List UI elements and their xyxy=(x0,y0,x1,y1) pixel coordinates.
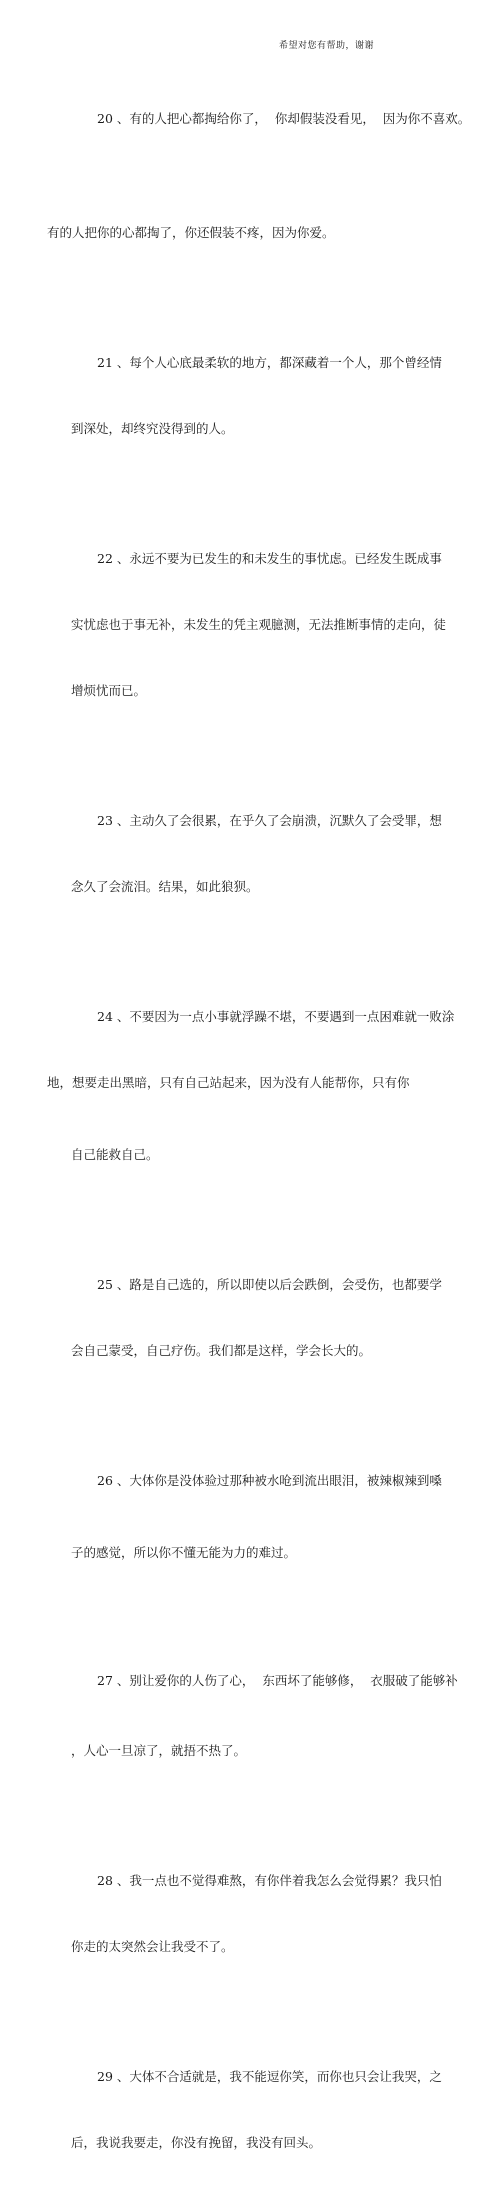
text-line: 会自己蒙受，自己疗伤。我们都是这样，学会长大的。 xyxy=(71,1343,372,1358)
text-line: 27 、别让爱你的人伤了心， 东西坏了能够修， 衣服破了能够补 xyxy=(97,1673,458,1688)
text-line: 有的人把你的心都掏了，你还假装不疼，因为你爱。 xyxy=(47,225,335,240)
text-line: 念久了会流泪。结果，如此狼狈。 xyxy=(71,879,259,894)
paragraph-27 xyxy=(71,1626,458,1806)
text-line: 增烦忧而已。 xyxy=(71,683,147,698)
paragraph-23 xyxy=(71,766,442,942)
text-line: 20 、有的人把心都掏给你了， 你却假装没看见， 因为你不喜欢。 xyxy=(97,111,471,126)
paragraph-26 xyxy=(71,1426,442,1608)
text-line: 23 、主动久了会很累，在乎久了会崩溃，沉默久了会受罪，想 xyxy=(97,813,442,828)
text-line: 实忧虑也于事无补，未发生的凭主观臆测，无法推断事情的走向，徒 xyxy=(71,617,447,632)
text-line: 22 、永远不要为已发生的和未发生的事忧虑。已经发生既成事 xyxy=(97,551,442,566)
text-line: 自己能救自己。 xyxy=(71,1147,159,1162)
paragraph-28 xyxy=(71,1826,442,2002)
text-line: ，人心一旦凉了，就捂不热了。 xyxy=(71,1743,247,1758)
text-line: 28 、我一点也不觉得难熬，有你伴着我怎么会觉得累？我只怕 xyxy=(97,1873,442,1888)
text-line: 你走的太突然会让我受不了。 xyxy=(71,1939,234,1954)
paragraph-20 xyxy=(71,64,471,174)
text-line: 25 、路是自己选的，所以即使以后会跌倒，会受伤，也都要学 xyxy=(97,1277,442,1292)
text-line: 24 、不要因为一点小事就浮躁不堪，不要遇到一点困难就一败涂 xyxy=(97,1009,455,1024)
paragraph-24 xyxy=(47,962,455,1210)
paragraph-25 xyxy=(71,1230,442,1406)
text-line: 地，想要走出黑暗，只有自己站起来，因为没有人能帮你，只有你 xyxy=(47,1075,410,1090)
page-header: 希望对您有帮助，谢谢 xyxy=(278,41,374,51)
text-line: 29 、大体不合适就是，我不能逗你笑，而你也只会让我哭，之 xyxy=(97,2069,442,2084)
text-line: 21 、每个人心底最柔软的地方，都深藏着一个人，那个曾经情 xyxy=(97,355,442,370)
paragraph-21 xyxy=(71,308,442,484)
document-body xyxy=(47,64,471,2198)
text-line: 后，我说我要走，你没有挽留，我没有回头。 xyxy=(71,2135,322,2150)
text-line: 26 、大体你是没体验过那种被水呛到流出眼泪，被辣椒辣到嗓 xyxy=(97,1473,442,1488)
paragraph-29 xyxy=(71,2022,442,2198)
paragraph-22 xyxy=(71,504,447,746)
text-line: 到深处，却终究没得到的人。 xyxy=(71,421,234,436)
paragraph-20-cont xyxy=(47,178,431,288)
text-line: 子的感觉，所以你不懂无能为力的难过。 xyxy=(71,1545,297,1560)
